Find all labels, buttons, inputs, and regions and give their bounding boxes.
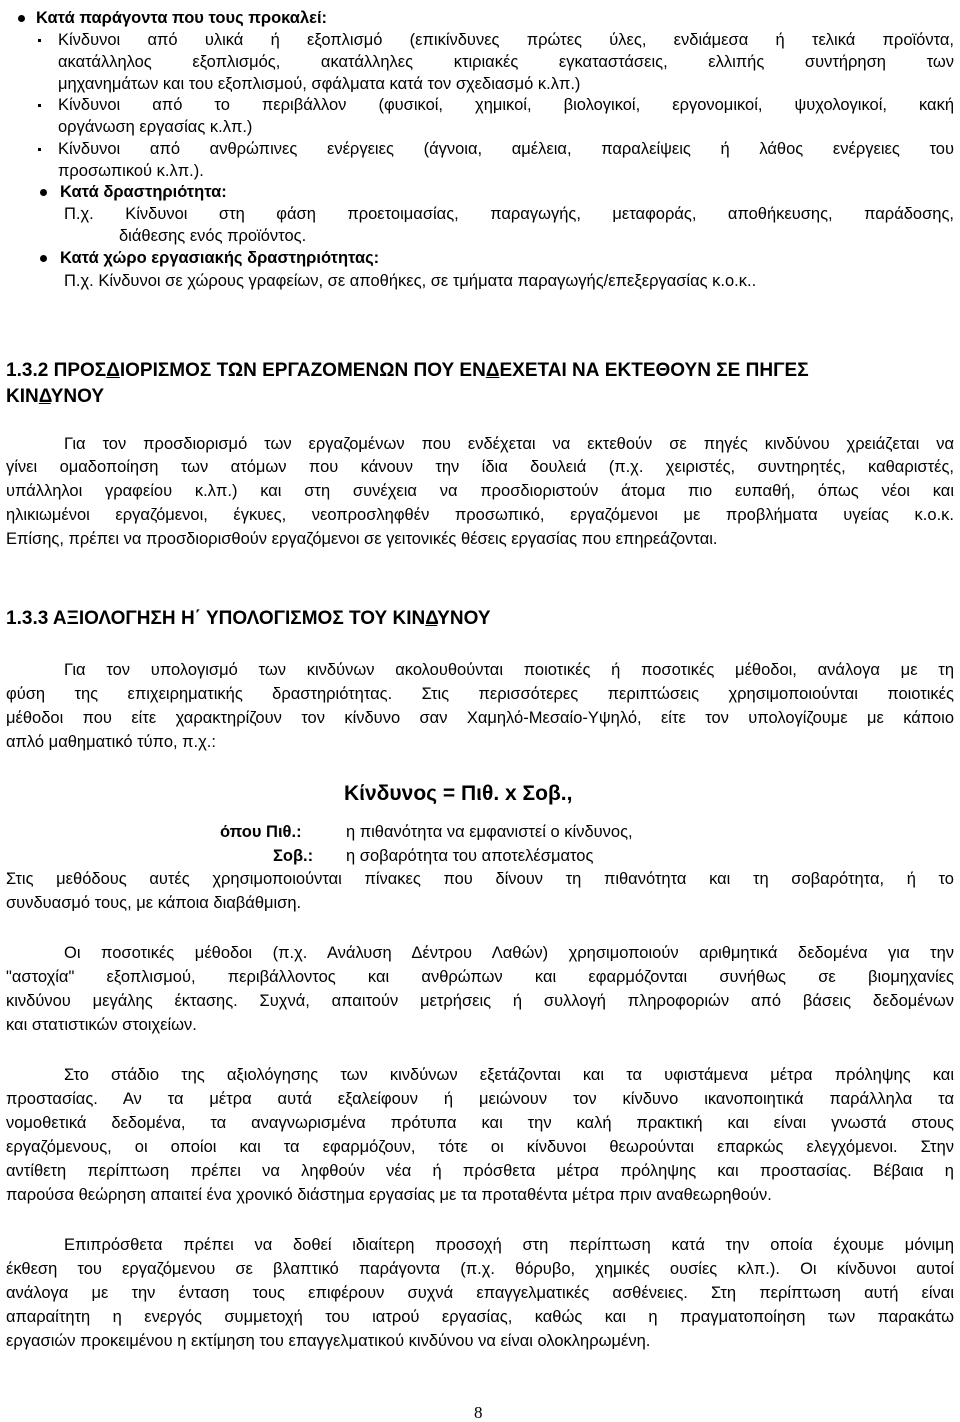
text-line: Π.χ. Κίνδυνοι σε χώρους γραφείων, σε αποθήκες, σε τμήματα παραγωγής/επεξεργασίας κ.ο.κ.. bbox=[64, 272, 757, 290]
text-line: οργάνωση εργασίας κ.λπ.) bbox=[58, 118, 253, 136]
risk-formula: Κίνδυνος = Πιθ. x Σοβ., bbox=[344, 782, 573, 805]
section-heading-1-3-3: 1.3.3 ΑΞΙΟΛΟΓΗΣΗ Η΄ ΥΠΟΛΟΓΙΣΜΟΣ ΤΟΥ ΚΙΝΔΥΝΟΥ bbox=[6, 608, 491, 629]
bullet-icon bbox=[40, 255, 47, 262]
section-heading-1-3-2 bbox=[6, 360, 956, 382]
text-line: προστασίας. Αν τα μέτρα αυτά εξαλείφουν ή μειώνουν τον κίνδυνο ικανοποιητικά παράλληλα τα bbox=[6, 1090, 954, 1108]
text-line: παρούσα θεώρηση απαιτεί ένα χρονικό διάστημα εργασίας με τα προταθέντα μέτρα πριν αναθεωρηθούν. bbox=[6, 1186, 772, 1204]
text-line: Για τον προσδιορισμό των εργαζομένων που ενδέχεται να εκτεθούν σε πηγές κινδύνου χρειάζεται να bbox=[64, 435, 954, 453]
dot-bullet-icon bbox=[38, 104, 41, 107]
section-heading-factor: Κατά παράγοντα που τους προκαλεί: bbox=[36, 9, 328, 27]
text-line: εργασιών προκειμένου η εκτίμηση του επαγγελματικού κινδύνου να είναι ολοκληρωμένη. bbox=[6, 1332, 651, 1350]
heading-line: 1.3.2 ΠΡΟΣΔΙΟΡΙΣΜΟΣ ΤΩΝ ΕΡΓΑΖΟΜΕΝΩΝ ΠΟΥ ΕΝΔΕΧΕΤΑΙ ΝΑ ΕΚΤΕΘΟΥΝ ΣΕ ΠΗΓΕΣ bbox=[6, 360, 809, 381]
text-line: Οι ποσοτικές μέθοδοι (π.χ. Ανάλυση Δέντρου Λαθών) χρησιμοποιούν αριθμητικά δεδομένα για την bbox=[64, 944, 954, 962]
text-line: απαραίτητη η ενεργός συμμετοχή του ιατρού εργασίας, καθώς και η πραγματοποίηση των παρακάτω bbox=[6, 1308, 954, 1326]
underlined-glyph: Δ bbox=[106, 360, 120, 381]
text-line: νομοθετικά δεδομένα, τα αναγνωρισμένα πρότυπα και την καλή πρακτική και είναι γνωστά στους bbox=[6, 1114, 954, 1132]
text-line: μηχανημάτων και του εξοπλισμού, σφάλματα κατά τον σχεδιασμό κ.λπ.) bbox=[58, 75, 581, 93]
definition-label: Σοβ.: bbox=[273, 847, 314, 865]
text-line: υπάλληλοι γραφείου κ.λπ.) και στη συνέχεια να προσδιοριστούν άτομα πιο ευπαθή, όπως νέοι και bbox=[6, 482, 954, 500]
text-line: απλό μαθηματικό τύπο, π.χ.: bbox=[6, 733, 216, 751]
text-line: εργαζόμενους, οι οποίοι και τα εφαρμόζουν, τότε οι κίνδυνοι θεωρούνται επαρκώς ελεγχόμενοι. Στην bbox=[6, 1138, 954, 1156]
definition-text: η σοβαρότητα του αποτελέσματος bbox=[346, 847, 594, 865]
text-line: ακατάλληλος εξοπλισμός, ακατάλληλες κτιριακές εγκαταστάσεις, ελλιπής συντήρηση των bbox=[58, 53, 954, 71]
underlined-glyph: Δ bbox=[485, 360, 500, 381]
text-line: Π.χ. Κίνδυνοι στη φάση προετοιμασίας, παραγωγής, μεταφοράς, αποθήκευσης, παράδοσης, bbox=[64, 205, 954, 223]
bullet-icon bbox=[18, 15, 25, 22]
definition-text: η πιθανότητα να εμφανιστεί ο κίνδυνος, bbox=[346, 823, 633, 841]
text-line: γίνει ομαδοποίηση των ατόμων που κάνουν την ίδια δουλειά (π.χ. χειριστές, συντηρητές, καθαριστές, bbox=[6, 458, 954, 476]
page-number: 8 bbox=[474, 1403, 483, 1422]
text-line: διάθεσης ενός προϊόντος. bbox=[119, 227, 307, 245]
definition-label: όπου Πιθ.: bbox=[220, 823, 302, 841]
text-line: έκθεση του εργαζόμενου σε βλαπτικό παράγοντα (π.χ. θόρυβο, χημικές ουσίες κλπ.). Οι κίνδυνοι αυτοί bbox=[6, 1260, 954, 1278]
underlined-glyph: Δ bbox=[38, 386, 51, 407]
underlined-glyph: Δ bbox=[425, 608, 438, 629]
text-line: Στις μεθόδους αυτές χρησιμοποιούνται πίνακες που δίνουν τη πιθανότητα και τη σοβαρότητα, ή το bbox=[6, 870, 954, 888]
text-line: Για τον υπολογισμό των κινδύνων ακολουθούνται ποιοτικές ή ποσοτικές μέθοδοι, ανάλογα με τη bbox=[64, 661, 954, 679]
text-line: "αστοχία" εξοπλισμού, περιβάλλοντος και ανθρώπων και εφαρμόζονται συνήθως σε βιομηχανίες bbox=[6, 968, 954, 986]
text-line: Επίσης, πρέπει να προσδιορισθούν εργαζόμενοι σε γειτονικές θέσεις εργασίας που επηρεάζονται. bbox=[6, 530, 718, 548]
dot-bullet-icon bbox=[38, 148, 41, 151]
text-line: Κίνδυνοι από το περιβάλλον (φυσικοί, χημικοί, βιολογικοί, εργονομικοί, ψυχολογικοί, κακή bbox=[58, 96, 954, 114]
text-line: ανάλογα με την ένταση τους επιφέρουν συχνά επαγγελματικές ασθένειες. Στη περίπτωση αυτή είναι bbox=[6, 1284, 954, 1302]
text-line: Στο στάδιο της αξιολόγησης των κινδύνων εξετάζονται και τα υφιστάμενα μέτρα πρόληψης και bbox=[64, 1066, 954, 1084]
text-line: συνδυασμό τους, με κάποια διαβάθμιση. bbox=[6, 894, 302, 912]
text-line: αντίθετη περίπτωση πρέπει να ληφθούν νέα ή πρόσθετα μέτρα πρόληψης και προστασίας. Βέβαια η bbox=[6, 1162, 954, 1180]
text-line: ηλικιωμένοι εργαζόμενοι, έγκυες, νεοπροσληφθέν προσωπικό, εργαζόμενοι με προβλήματα υγείας κ.ο.κ. bbox=[6, 506, 954, 524]
text-line: και στατιστικών στοιχείων. bbox=[6, 1016, 197, 1034]
section-heading-activity: Κατά δραστηριότητα: bbox=[60, 183, 227, 201]
text-line: Κίνδυνοι από ανθρώπινες ενέργειες (άγνοια, αμέλεια, παραλείψεις ή λάθος ενέργειες του bbox=[58, 140, 954, 158]
section-heading-space: Κατά χώρο εργασιακής δραστηριότητας: bbox=[60, 249, 380, 267]
text-line: μέθοδοι που είτε χαρακτηρίζουν τον κίνδυνο σαν Χαμηλό-Μεσαίο-Υψηλό, είτε τον υπολογίζουμε με κάποιο bbox=[6, 709, 954, 727]
bullet-icon bbox=[40, 189, 47, 196]
text-line: κινδύνου μεγάλης έκτασης. Συχνά, απαιτούν μετρήσεις ή συλλογή πληροφοριών από βάσεις δεδομένων bbox=[6, 992, 954, 1010]
dot-bullet-icon bbox=[38, 39, 41, 42]
section-heading-1-3-2-cont: ΚΙΝΔΥΝΟΥ bbox=[6, 386, 105, 407]
text-line: Επιπρόσθετα πρέπει να δοθεί ιδιαίτερη προσοχή στη περίπτωση κατά την οποία έχουμε μόνιμη bbox=[64, 1236, 954, 1254]
text-line: Κίνδυνοι από υλικά ή εξοπλισμό (επικίνδυνες πρώτες ύλες, ενδιάμεσα ή τελικά προϊόντα, bbox=[58, 31, 954, 49]
text-line: φύση της επιχειρηματικής δραστηριότητας. Στις περισσότερες περιπτώσεις χρησιμοποιούνται ποιοτικές bbox=[6, 685, 954, 703]
text-line: προσωπικού κ.λπ.). bbox=[58, 162, 204, 180]
